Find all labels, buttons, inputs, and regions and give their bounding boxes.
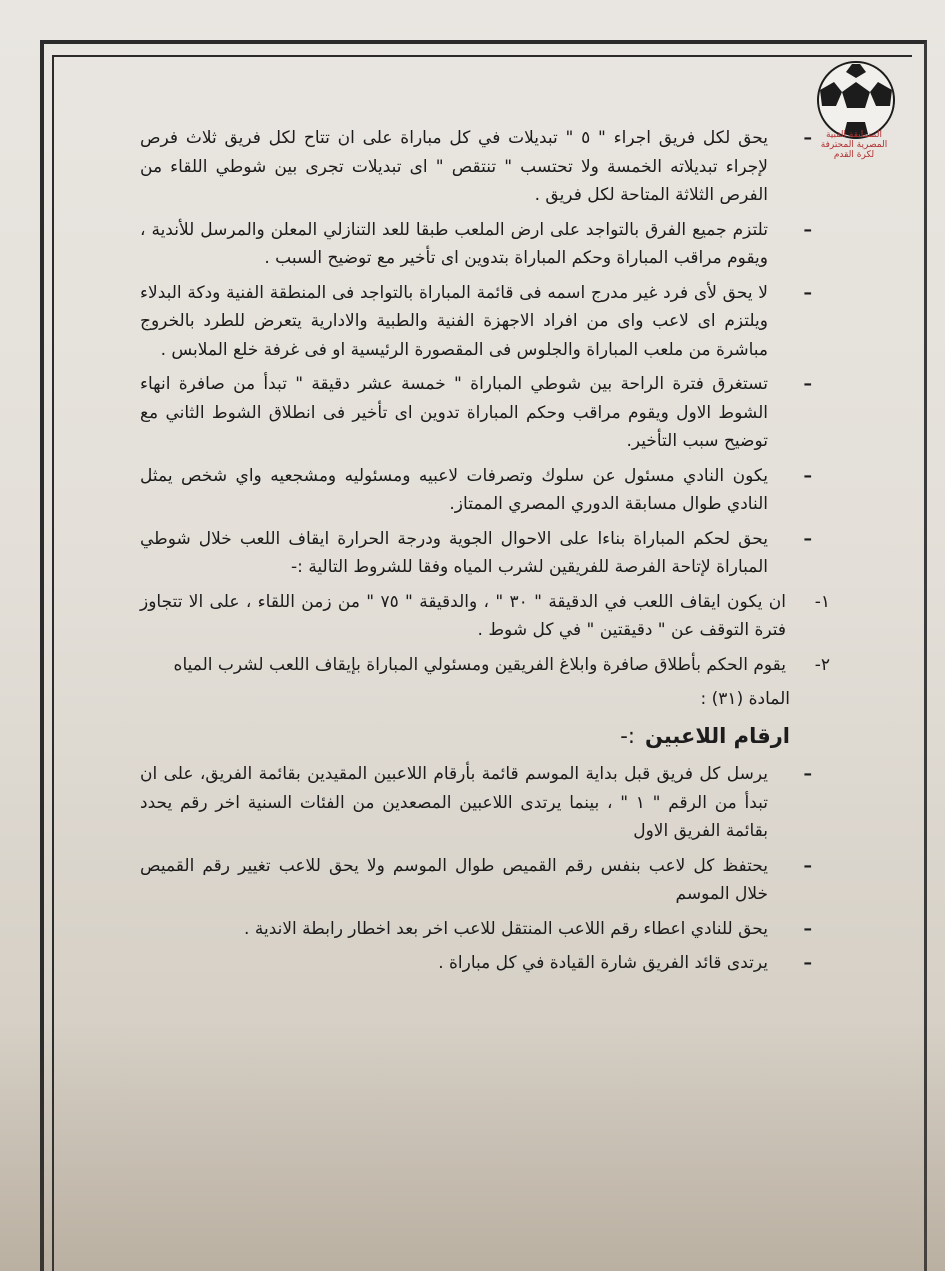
clause-text: يحق لحكم المباراة بناءا على الاحوال الجوية ودرجة الحرارة ايقاف اللعب خلال شوطي المباراة لإتاحة الفرصة للفريقين لشرب المياه وفقا للشروط التالية :- [140,528,768,577]
section-heading-suffix: :- [620,723,635,748]
bullet-dash: – [803,465,812,486]
clause-item [140,462,812,519]
condition-number: ١- [814,591,830,612]
clause-text: تلتزم جميع الفرق بالتواجد على ارض الملعب طبقا للعد التنازلي المعلن والمرسل للأندية ، ويقوم مراقب المباراة وحكم المباراة بتدوين اى تأخير مع توضيح السبب . [140,219,768,268]
article-label: المادة (٣١) : [700,689,790,709]
clause-item [140,370,812,456]
clause-item [140,760,812,846]
bullet-dash: – [803,128,812,148]
condition-number: ٢- [814,654,830,675]
clause-text: يرسل كل فريق قبل بداية الموسم قائمة بأرقام اللاعبين المقيدين بقائمة الفريق، على ان تبدأ من الرقم " ١ " ، بينما يرتدى اللاعبين المصعدين من الفئات السنية اخر رقم يحدد بقائمة الفريق الاول [140,764,768,841]
clause-text: يحتفظ كل لاعب بنفس رقم القميص طوال الموسم ولا يحق للاعب تغيير رقم القميص خلال الموسم [140,855,768,904]
bullet-dash: – [803,918,812,939]
clause-text: لا يحق لأى فرد غير مدرج اسمه فى قائمة المباراة بالتواجد فى المنطقة الفنية ودكة البدلاء ويلتزم اى لاعب واى من افراد الاجهزة الفنية والطبية والادارية يتعرض للطرد بالخروج مباشرة من ملعب المباراة والجلوس فى المقصورة الرئيسية او فى غرفة خلع الملابس . [140,282,768,360]
clause-text: يكون النادي مسئول عن سلوك وتصرفات لاعبيه ومسئوليه ومشجعيه واي شخص يمثل النادي طوال مسابقة الدوري المصري الممتاز. [140,465,768,514]
bullet-dash: – [803,219,812,240]
condition-text: يقوم الحكم بأطلاق صافرة وابلاغ الفريقين ومسئولي المباراة بإيقاف اللعب لشرب المياه [173,654,786,675]
clause-item [140,525,812,582]
clause-item [140,852,812,909]
clause-item [140,124,812,210]
numbered-condition [140,651,830,680]
clause-text: يحق لكل فريق اجراء " ٥ " تبديلات في كل مباراة على ان تتاح لكل فريق ثلاث فرص لإجراء تبديلاته الخمسة ولا تحتسب " تنتقص " اى تبديلات تجرى بين شوطي اللقاء من الفرص الثلاثة المتاحة لكل فريق . [140,128,768,205]
bullet-dash: – [803,855,812,876]
bullet-dash: – [803,374,812,394]
logo-caption: المسابقة القبية المصرية المحترفة لكرة القدم [820,130,888,160]
clause-item [140,949,812,978]
bullet-dash: – [803,528,812,549]
clause-item [140,216,812,273]
bullet-dash: – [803,282,812,303]
clause-text: يرتدى قائد الفريق شارة القيادة في كل مباراة . [438,953,768,973]
section-heading-text: ارقام اللاعبين [644,723,790,748]
condition-text: ان يكون ايقاف اللعب في الدقيقة " ٣٠ " ، والدقيقة " ٧٥ " من زمن اللقاء ، على الا تتجاوز فترة التوقف عن " دقيقتين " في كل شوط . [140,591,786,640]
numbered-condition [140,588,830,645]
document-body [140,124,830,984]
clause-item [140,915,812,944]
clause-item [140,279,812,365]
section-heading [140,722,790,751]
bullet-dash: – [803,764,812,784]
bullet-dash: – [803,953,812,973]
clause-text: يحق للنادي اعطاء رقم اللاعب المنتقل للاعب اخر بعد اخطار رابطة الاندية . [244,918,768,939]
clause-text: تستغرق فترة الراحة بين شوطي المباراة " خمسة عشر دقيقة " تبدأ من صافرة انهاء الشوط الاول ويقوم مراقب وحكم المباراة تدوين اى تأخير فى انطلاق الشوط الثاني مع توضيح سبب التأخير. [140,374,768,451]
